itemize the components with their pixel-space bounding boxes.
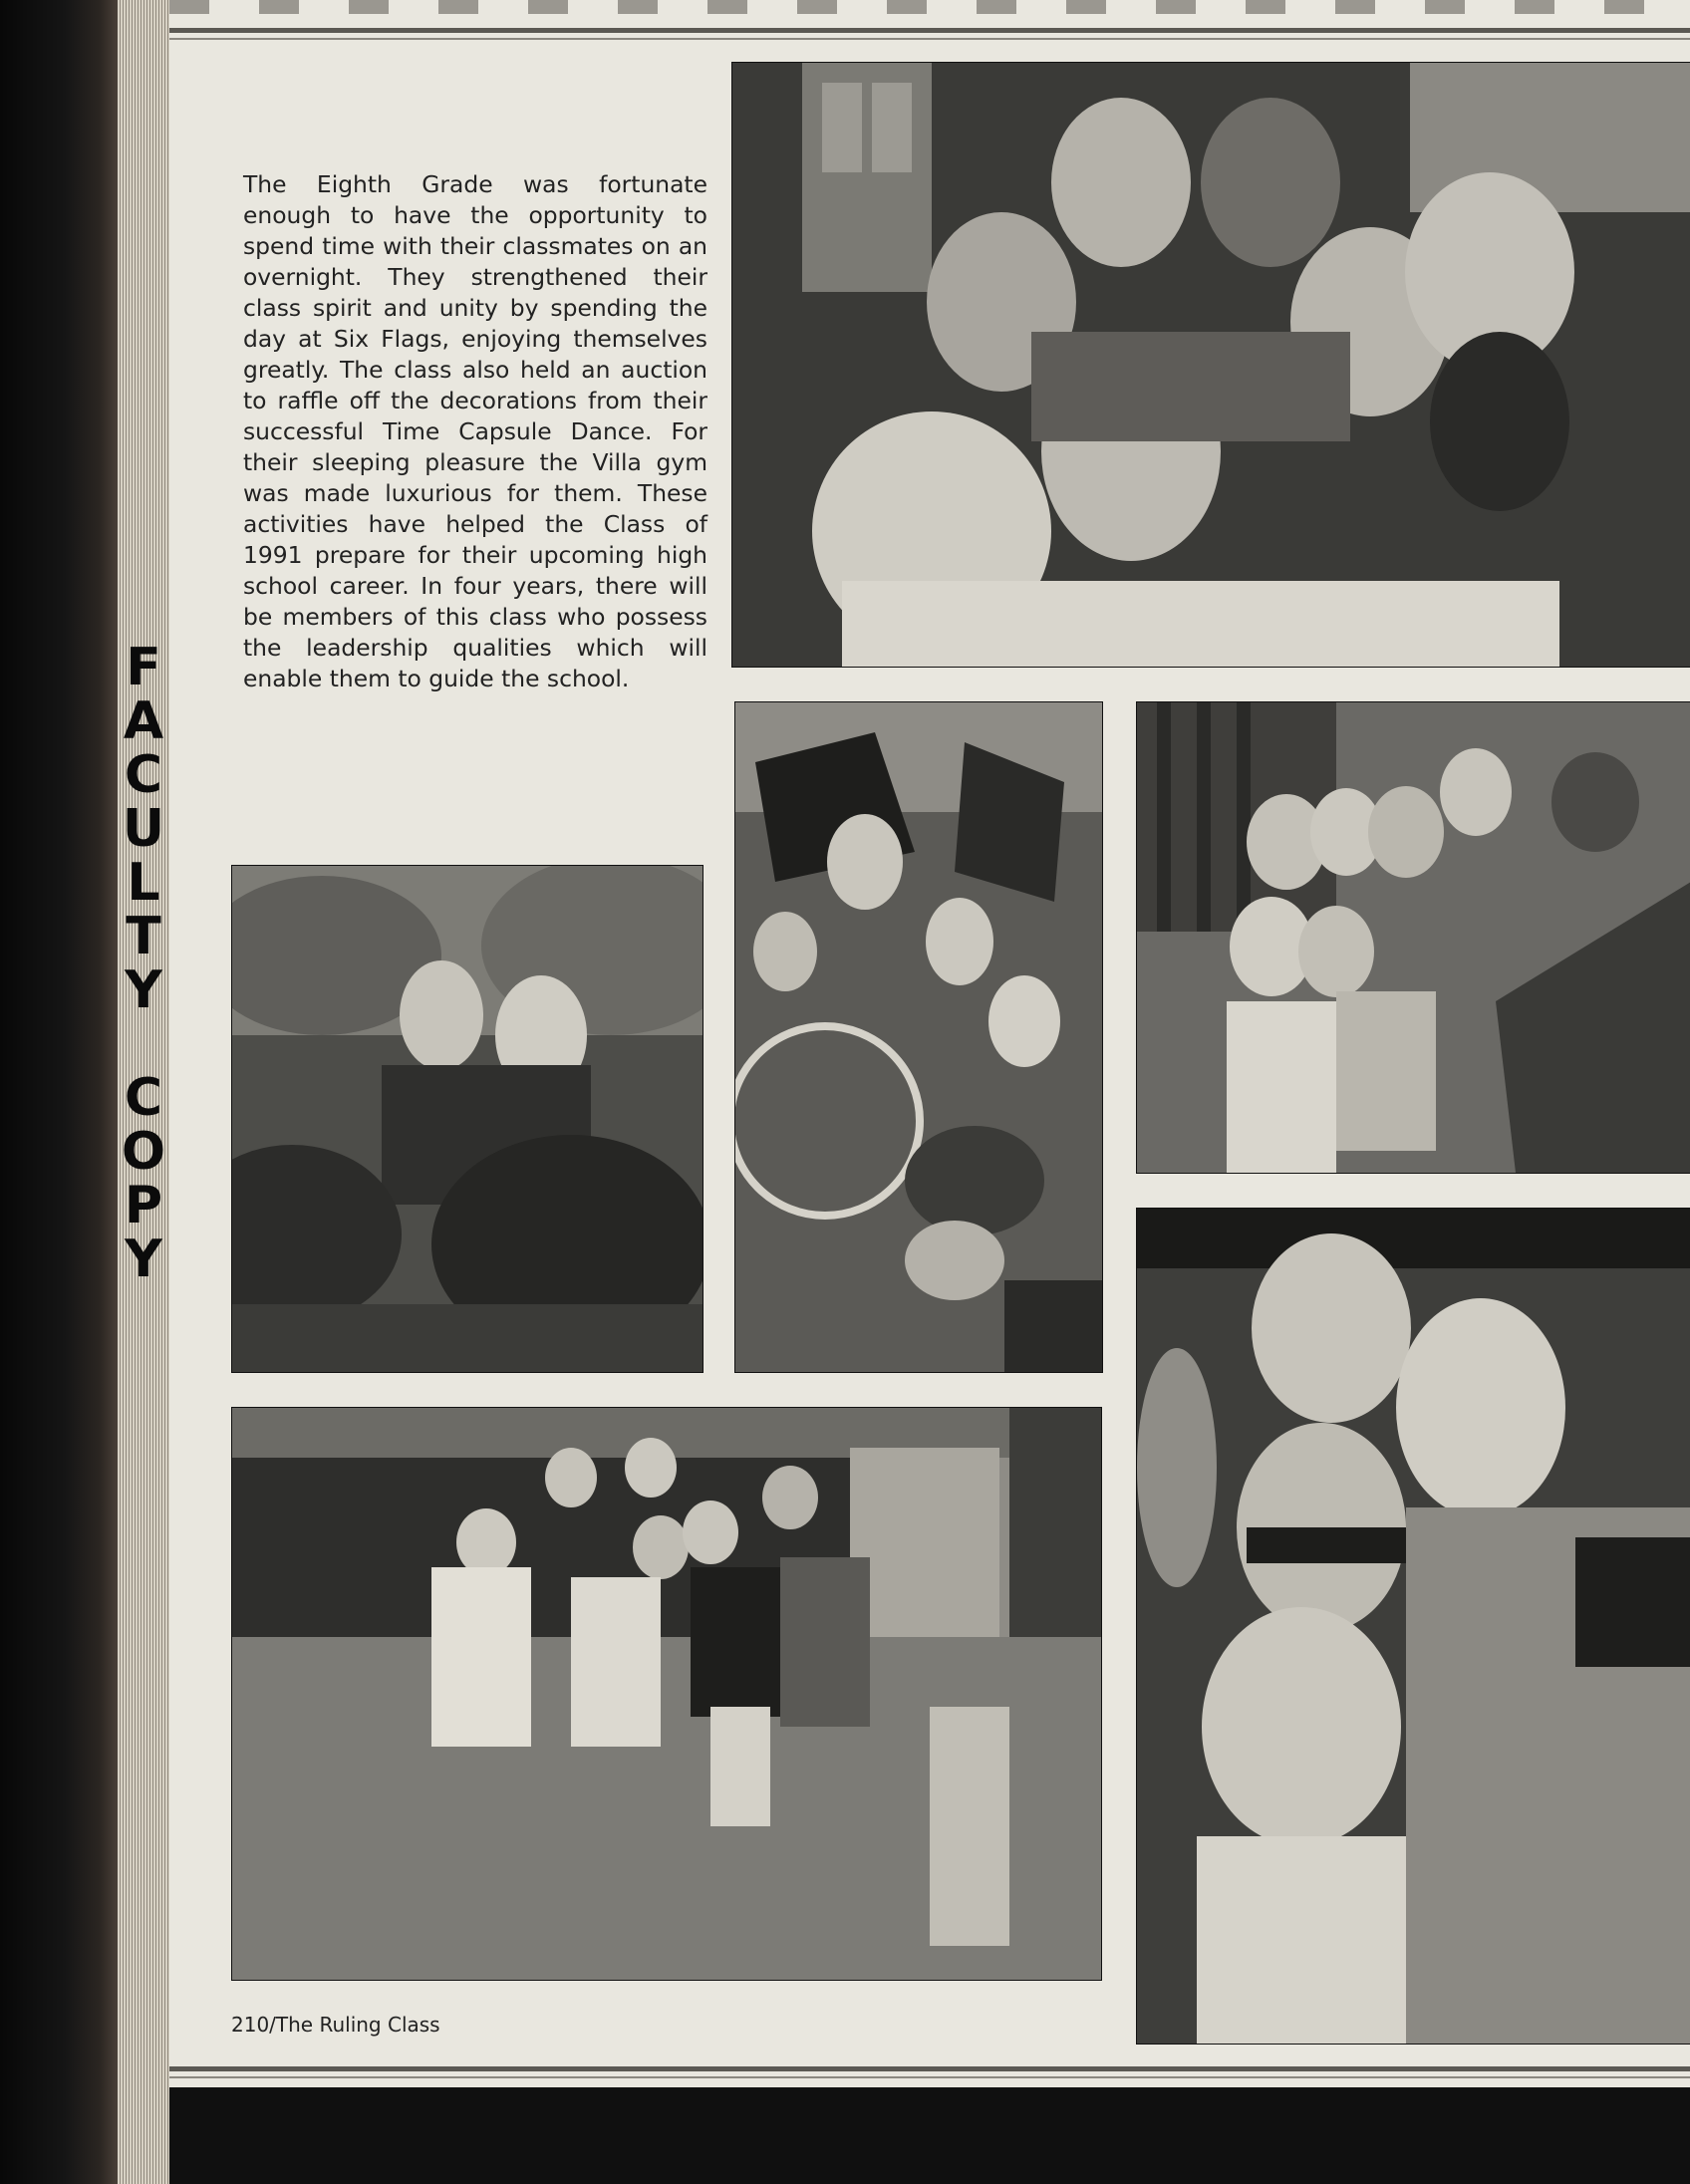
photo-group-walkway (231, 1407, 1102, 1981)
faculty-copy-handwriting: FACULTY COPY (114, 638, 173, 1283)
book-spine (0, 0, 118, 2184)
bottom-rule (169, 2066, 1690, 2071)
bottom-rule-thin (169, 2076, 1690, 2078)
photo-ride-seats (734, 701, 1103, 1373)
photo-group-at-table (731, 62, 1690, 668)
photo-adults-closeup (1136, 1208, 1690, 2045)
page-folio: 210/The Ruling Class (231, 2013, 440, 2037)
top-edge-smudge (169, 0, 1690, 14)
top-rule-thin (169, 38, 1690, 40)
top-rule (169, 28, 1690, 33)
body-text: The Eighth Grade was fortunate enough to have the opportunity to spend time with their classmates on an overnight. They strengthened their class spirit and unity by spending the day at Six Flags, enjoying themselves greatly. The class also held an auction to raffle off the decorations from their successful Time Capsule Dance. For their sleeping pleasure the Villa gym was made luxurious for them. These activities have helped the Class of 1991 prepare for their upcoming high school career. In four years, there will be members of this class who possess the leadership qualities which will enable them to guide the school. (243, 170, 707, 692)
bottom-band (169, 2087, 1690, 2184)
photo-group-on-rail (1136, 701, 1690, 1174)
photo-two-girls-ride (231, 865, 704, 1373)
